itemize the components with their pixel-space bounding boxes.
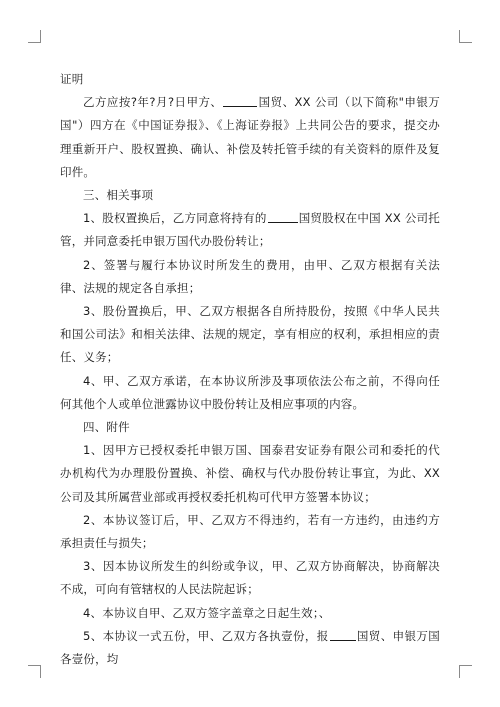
attachments-item-1: 1、因甲方已授权委托申银万国、国泰君安证券有限公司和委托的代办机构代为办理股份置换、补偿、确权与代办股份转让事宜，为此、XX 公司及其所属营业部或再授权委托机构可代甲方签署本协议； bbox=[60, 443, 440, 504]
paragraph-requirements: 乙方应按?年?月?日甲方、 国贸、XX 公司（以下简称"申银万国"）四方在《中国证券报》、《上海证券报》上共同公告的要求，提交办理重新开户、股权置换、确认、补偿及转托管手续的有关资料的原件及复印件。 bbox=[60, 95, 440, 179]
related-matters-item-4: 4、甲、乙双方承诺，在本协议所涉及事项依法公布之前，不得向任何其他个人或单位泄露协议中股份转让及相应事项的内容。 bbox=[60, 373, 440, 411]
fill-in-blank bbox=[268, 210, 298, 223]
attachments-item-4: 4、本协议自甲、乙双方签字盖章之日起生效；、 bbox=[83, 605, 331, 620]
document-title: 证明 bbox=[60, 72, 84, 86]
section-heading-related-matters: 三、相关事项 bbox=[83, 188, 154, 203]
related-matters-item-2: 2、签署与履行本协议时所发生的费用，由甲、乙双方根据有关法律、法规的规定各自承担； bbox=[60, 257, 440, 295]
attachments-item-2: 2、本协议签订后，甲、乙双方不得违约，若有一方违约，由违约方承担责任与损失； bbox=[60, 512, 440, 551]
crop-mark-bottom-left bbox=[28, 665, 41, 678]
document-body bbox=[60, 68, 440, 671]
attachments-item-5: 5、本协议一式五份，甲、乙双方各执壹份，报 国贸、申银万国各壹份，均 bbox=[60, 628, 440, 667]
fill-in-blank bbox=[330, 628, 356, 641]
section-heading-attachments: 四、附件 bbox=[83, 420, 130, 435]
fill-in-blank bbox=[223, 94, 257, 107]
crop-mark-bottom-right bbox=[459, 665, 472, 678]
related-matters-item-1: 1、股权置换后，乙方同意将持有的 国贸股权在中国 XX 公司托管，并同意委托申银万国代办股份转让； bbox=[60, 211, 440, 249]
crop-mark-top-right bbox=[459, 30, 472, 43]
crop-mark-top-left bbox=[28, 30, 41, 43]
related-matters-item-3: 3、股份置换后，甲、乙双方根据各自所持股份，按照《中华人民共和国公司法》和相关法律、法规的规定，享有相应的权利，承担相应的责任、义务； bbox=[60, 304, 440, 365]
attachments-item-3: 3、因本协议所发生的纠纷或争议，甲、乙双方协商解决，协商解决不成，可向有管辖权的人民法院起诉； bbox=[60, 559, 440, 597]
